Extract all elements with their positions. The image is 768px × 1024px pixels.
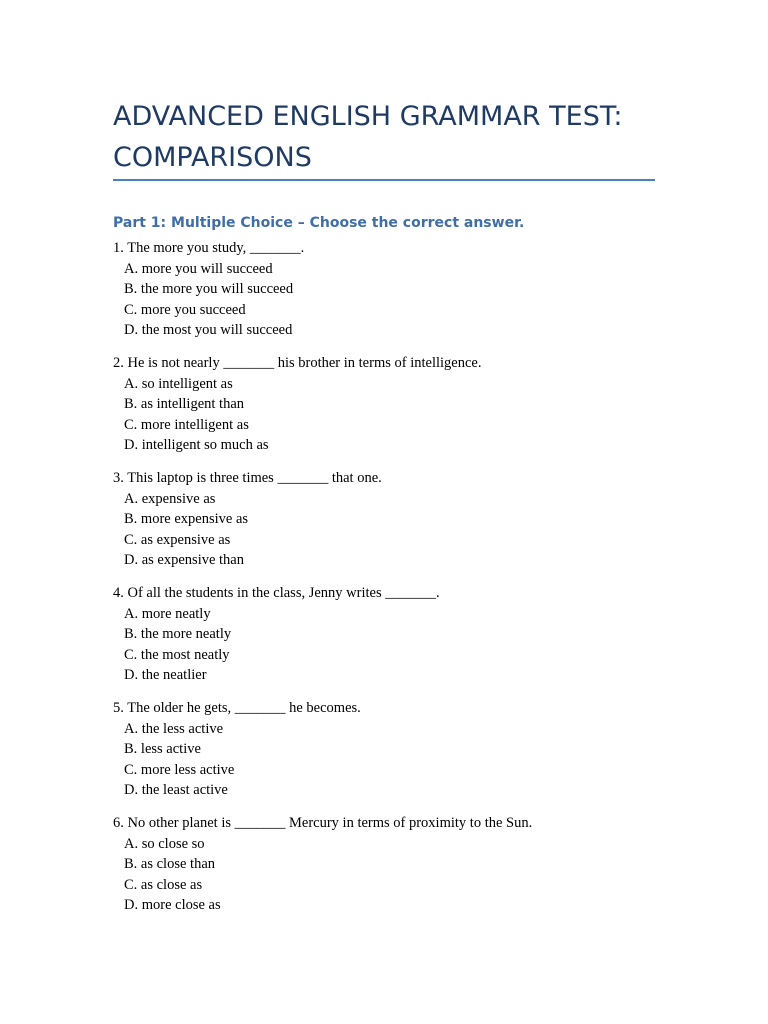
answer-option: B. the more you will succeed [124, 281, 294, 297]
question-text: 5. The older he gets, _______ he becomes. [113, 700, 361, 716]
answer-option: B. the more neatly [124, 626, 232, 642]
question-list [113, 238, 673, 928]
part-heading: Part 1: Multiple Choice – Choose the correct answer. [113, 215, 525, 231]
question-text: 3. This laptop is three times _______ that one. [113, 470, 382, 486]
question-text: 2. He is not nearly _______ his brother in terms of intelligence. [113, 355, 482, 371]
answer-option: A. expensive as [124, 490, 216, 507]
answer-option: C. more you succeed [124, 301, 246, 318]
question-item [113, 353, 673, 456]
answer-option: B. more expensive as [124, 511, 249, 527]
answer-option: C. more less active [124, 761, 235, 778]
answer-option: D. as expensive than [124, 552, 244, 568]
answer-option: D. more close as [124, 897, 221, 913]
answer-option: A. so close so [124, 835, 205, 852]
answer-option: C. more intelligent as [124, 416, 249, 433]
answer-option: D. the least active [124, 782, 228, 798]
question-item [113, 813, 673, 916]
question-text: 4. Of all the students in the class, Jenny writes _______. [113, 585, 440, 601]
question-text: 1. The more you study, _______. [113, 240, 305, 256]
answer-option: D. intelligent so much as [124, 437, 269, 453]
answer-option: C. as expensive as [124, 531, 231, 548]
question-text: 6. No other planet is _______ Mercury in terms of proximity to the Sun. [113, 815, 533, 831]
answer-option: A. more neatly [124, 605, 211, 622]
answer-option: B. less active [124, 741, 201, 757]
answer-option: B. as intelligent than [124, 396, 245, 412]
answer-option: C. as close as [124, 876, 203, 893]
answer-option: D. the neatlier [124, 667, 207, 683]
question-item [113, 468, 673, 571]
page-title: ADVANCED ENGLISH GRAMMAR TEST: COMPARISONS [113, 101, 623, 173]
question-item [113, 698, 673, 801]
question-item [113, 238, 673, 341]
answer-option: A. the less active [124, 720, 224, 737]
question-item [113, 583, 673, 686]
answer-option: D. the most you will succeed [124, 322, 293, 338]
answer-option: B. as close than [124, 856, 216, 872]
answer-option: C. the most neatly [124, 646, 230, 663]
title-divider [113, 179, 655, 181]
answer-option: A. so intelligent as [124, 375, 233, 392]
answer-option: A. more you will succeed [124, 260, 273, 277]
